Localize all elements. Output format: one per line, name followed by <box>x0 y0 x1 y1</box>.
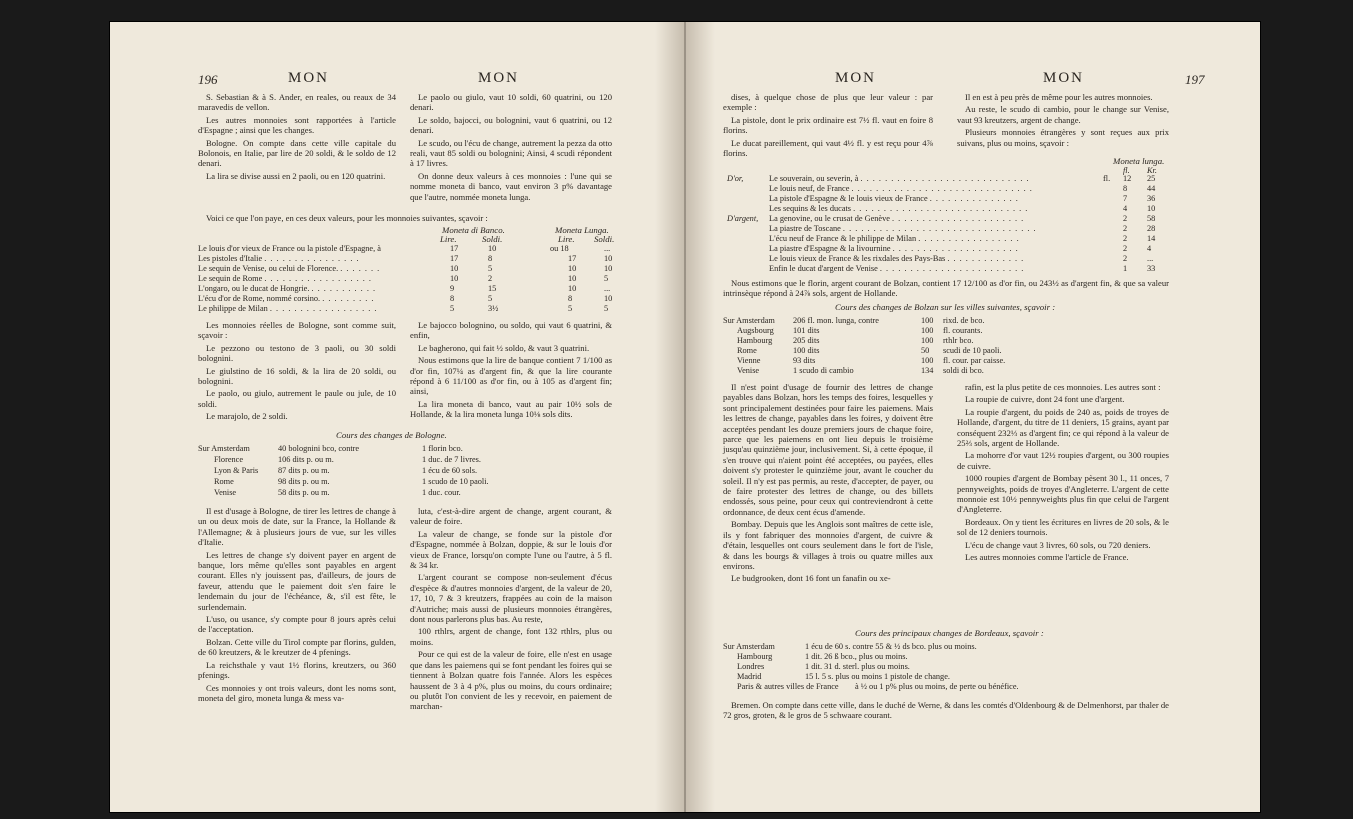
table-cell: 5 <box>450 304 455 313</box>
table-cell: 87 dits p. ou m. <box>278 466 330 475</box>
paragraph: Bremen. On compte dans cette ville, dans le duché de Werne, & dans les comtés d'Oldenbourg & de Delmenhorst, par thaler de 72 gros, groten, & le gros de 5 schwaare courant. <box>723 700 1169 721</box>
paragraph: Le soldo, bajocci, ou bolognini, vaut 6 quatrini, ou 12 denari. <box>410 114 612 136</box>
table-head: Lire. <box>558 234 575 244</box>
table-cell: 8 <box>488 254 493 263</box>
table-cell: Augsbourg <box>737 326 774 335</box>
table-row: Le sequin de Venise, ou celui de Florence. . . . . . . . <box>198 264 381 273</box>
paragraph: Le budgrooken, dont 16 font un fanafin ou xe- <box>731 573 891 584</box>
table-row: L'écu neuf de France & le philippe de Milan . . . . . . . . . . . . . . . . . <box>769 234 1020 243</box>
paragraph: Le pezzono ou testono de 3 paoli, ou 30 soldi bolognini. <box>198 342 396 364</box>
intro-line: Voici ce que l'on paye, en ces deux valeurs, pour les monnoies suivantes, sçavoir : <box>206 213 488 223</box>
table-cell: 1 écu de 60 sols. <box>422 466 478 475</box>
table-cell: 17 <box>450 254 459 263</box>
table-cell: scudi de 10 paoli. <box>943 346 1002 355</box>
table-row: Le louis d'or vieux de France ou la pistole d'Espagne, à <box>198 244 381 253</box>
paragraph: Bombay. Depuis que les Anglois sont maîtres de cette isle, ils y font fabriquer des monnoies d'argent, de cuivre & d'étain, lesquelles ont cours seulement dans le fort de l'isle, & dans les bourgs & villages à trois ou quatre milles aux environs. <box>723 519 933 571</box>
table-head: Kr. <box>1147 166 1157 175</box>
table-cell: 5 <box>568 304 573 313</box>
table-cell: 10 <box>604 294 613 303</box>
paragraph: L'écu de change vaut 3 livres, 60 sols, ou 720 deniers. <box>965 539 1151 550</box>
paragraph: 1000 roupies d'argent de Bombay pèsent 30 l., 11 onces, 7 pennyweights, poids de troyes d'Angleterre. L'argent de cette monnoie est 10½ pennyweights plus fin que celui de l'argent d'Angleterre. <box>957 473 1169 515</box>
page-number: 196 <box>198 72 218 87</box>
table-cell: 206 fl. mon. lunga, contre <box>793 316 879 325</box>
paragraph: La reichsthale y vaut 1½ florins, kreutzers, ou 360 pfenings. <box>198 659 396 681</box>
text-column <box>410 506 612 714</box>
table-cell: soldi di bco. <box>943 366 984 375</box>
table-cell: 28 <box>1147 224 1156 233</box>
paragraph: Les autres monnoies comme l'article de France. <box>965 552 1129 563</box>
table-cell: 1 scudo de 10 paoli. <box>422 477 489 486</box>
table-cell: fl. <box>1103 174 1111 183</box>
text-column <box>198 92 396 183</box>
table-row: Les pistoles d'Italie . . . . . . . . . . . . . . . . <box>198 254 360 263</box>
paragraph: Les lettres de change s'y doivent payer en argent de banque, lors même qu'elles sont payables en argent courant. Elles n'y jouissent pas, d'ailleurs, de jours de faveur, attendu que le paiement doit s'en faire le lendemain du jour de l'échéance, &, s'il est fête, le surlendemain. <box>198 549 396 612</box>
running-header: MON <box>1043 70 1085 86</box>
table-cell: à ½ ou 1 p% plus ou moins, de perte ou bénéfice. <box>855 682 1019 691</box>
paragraph: La lira moneta di banco, vaut au pair 10½ sols de Hollande, & la lira moneta lunga 10⅛ sols dits. <box>410 398 612 420</box>
paragraph: Plusieurs monnoies étrangères y sont reçues aux prix suivans, plus ou moins, sçavoir : <box>957 127 1169 148</box>
right-page <box>715 22 1260 812</box>
table-cell: 25 <box>1147 174 1156 183</box>
paragraph: Nous estimons que le florin, argent courant de Bolzan, contient 17 12/100 as d'or fin, ou 243½ as d'argent fin, & que sa valeur intrinsèque répond à 24⅞ sols, argent de Hollande. <box>723 278 1169 299</box>
paragraph: Le bagherono, qui fait ½ soldo, & vaut 3 quatrini. <box>418 342 590 353</box>
book-gutter <box>655 22 715 812</box>
table-cell: 10 <box>568 264 577 273</box>
paragraph: Les monnoies réelles de Bologne, sont comme suit, sçavoir : <box>198 320 396 341</box>
paragraph: Bologne. On compte dans cette ville capitale du Bolonois, en Italie, par lire de 20 soldi, & le soldo de 12 denari. <box>198 137 396 169</box>
table-cell: 5 <box>604 274 609 283</box>
paragraph: Le paolo ou giulo, vaut 10 soldi, 60 quatrini, ou 120 denari. <box>410 92 612 113</box>
table-cell: 101 dits <box>793 326 820 335</box>
table-cell: 1 <box>1123 264 1128 273</box>
text-column <box>723 92 933 160</box>
table-cell: 10 <box>604 264 613 273</box>
paragraph: Il en est à peu près de même pour les autres monnoies. <box>965 92 1153 102</box>
paragraph: Le ducat pareillement, qui vaut 4½ fl. y est reçu pour 4⅞ florins. <box>723 137 933 159</box>
table-row: La piastre de Toscane . . . . . . . . . . . . . . . . . . . . . . . . . . . . . . . . <box>769 224 1037 233</box>
table-row: La pistole d'Espagne & le louis vieux de France . . . . . . . . . . . . . . . <box>769 194 1019 203</box>
table-cell: Madrid <box>737 672 762 681</box>
text-column <box>723 382 933 586</box>
coin-group-label: D'argent, <box>727 214 759 223</box>
paragraph: L'argent courant se compose non-seulement d'écus d'espèce & d'autres monnoies d'argent, de la valeur de 20, 17, 10, 7 & 3 kreutzers, frappées au coin de la maison d'Autriche; mais aussi de plusieurs monnoies étrangères, dont nous parlerons plus bas. Au reste, <box>410 572 612 625</box>
section-title: Cours des changes de Bolzan sur les villes suivantes, sçavoir : <box>835 302 1056 312</box>
table-cell: 8 <box>568 294 573 303</box>
table-cell: 100 <box>921 316 934 325</box>
table-cell: 58 dits p. ou m. <box>278 488 330 497</box>
paragraph: Ces monnoies y ont trois valeurs, dont les noms sont, moneta del giro, moneta lunga & mess va- <box>198 682 396 703</box>
table-cell: Hambourg <box>737 652 773 661</box>
table-cell: 1 scudo di cambio <box>793 366 854 375</box>
table-cell: Sur Amsterdam <box>198 444 250 453</box>
table-cell: ... <box>604 284 611 293</box>
paragraph: rafin, est la plus petite de ces monnoies. Les autres sont : <box>965 382 1161 392</box>
table-cell: 1 florin bco. <box>422 444 463 453</box>
table-cell: fl. courants. <box>943 326 983 335</box>
table-cell: 4 <box>1147 244 1152 253</box>
table-cell: Lyon & Paris <box>214 466 259 475</box>
book-spread <box>110 22 1260 812</box>
coin-group-label: D'or, <box>727 174 744 183</box>
paragraph: L'uso, ou usance, s'y compte pour 8 jours après celui de l'acceptation. <box>198 614 396 635</box>
paragraph: Le bajocco bolognino, ou soldo, qui vaut 6 quatrini, & enfin, <box>410 320 612 341</box>
table-cell: Hambourg <box>737 336 773 345</box>
paragraph: luta, c'est-à-dire argent de change, argent courant, & valeur de foire. <box>410 506 612 527</box>
table-cell: 2 <box>488 274 493 283</box>
paragraph: Le scudo, ou l'écu de change, autrement la pezza da otto reali, vaut 85 soldi ou bolognini; Ainsi, 4 scudi répondent à 17 livres. <box>410 137 612 169</box>
table-cell: 1 dit. 31 d. sterl. plus ou moins. <box>805 662 910 671</box>
table-cell: 5 <box>488 264 493 273</box>
table-cell: 93 dits <box>793 356 816 365</box>
table-cell: 8 <box>1123 184 1128 193</box>
table-cell: 100 dits <box>793 346 820 355</box>
table-cell: 44 <box>1147 184 1156 193</box>
table-cell: Sur Amsterdam <box>723 316 775 325</box>
table-cell: 10 <box>568 274 577 283</box>
table-cell: 205 dits <box>793 336 820 345</box>
text-column <box>723 278 1169 301</box>
text-column <box>410 92 612 204</box>
table-cell: ... <box>604 244 611 253</box>
paragraph: La pistole, dont le prix ordinaire est 7½ fl. vaut en foire 8 florins. <box>723 114 933 136</box>
table-row: Le louis vieux de France & les rixdales des Pays-Bas . . . . . . . . . . . . . <box>769 254 1025 263</box>
text-column <box>957 382 1169 565</box>
paragraph: Bolzan. Cette ville du Tirol compte par florins, gulden, de 60 kreutzers, & le kreutzer de 4 pfenings. <box>198 636 396 658</box>
table-row: La genovine, ou le crusat de Genève . . . . . . . . . . . . . . . . . . . . . . <box>769 214 1025 223</box>
paragraph: 100 rthlrs, argent de change, font 132 rthlrs, plus ou moins. <box>410 626 612 647</box>
table-row: La piastre d'Espagne & la livournine . . . . . . . . . . . . . . . . . . . . . <box>769 244 1019 253</box>
table-head: Moneta Lunga. <box>555 225 609 235</box>
table-cell: rthlr bco. <box>943 336 974 345</box>
table-head: Moneta di Banco. <box>442 225 505 235</box>
table-row: Les sequins & les ducats . . . . . . . . . . . . . . . . . . . . . . . . . . . . . <box>769 204 1029 213</box>
paragraph: Le giulstino de 16 soldi, & la lira de 20 soldi, ou bolognini. <box>198 365 396 387</box>
table-row: L'ongaro, ou le ducat de Hongrie. . . . . . . . . . . . <box>198 284 377 293</box>
table-cell: ... <box>1147 254 1154 263</box>
paragraph: Nous estimons que la lire de banque contient 7 1/100 as d'or fin, 107¼ as d'argent fin, & que la lire courante répond à 6 11/100 as d'or fin, ou à 105 as d'argent fin; ainsi, <box>410 355 612 397</box>
paragraph: Le paolo, ou giulo, autrement le paule ou jule, de 10 soldi. <box>198 388 396 409</box>
table-cell: 9 <box>450 284 455 293</box>
table-head: Soldi. <box>594 234 615 244</box>
table-cell: Sur Amsterdam <box>723 642 775 651</box>
table-cell: 17 <box>450 244 459 253</box>
table-cell: 98 dits p. ou m. <box>278 477 330 486</box>
paragraph: Le marajolo, de 2 soldi. <box>206 411 288 422</box>
paragraph: La roupie de cuivre, dont 24 font une d'argent. <box>965 394 1125 405</box>
table-cell: Venise <box>737 366 760 375</box>
paragraph: La roupie d'argent, du poids de 240 as, poids de troyes de Hollande, d'argent, du titre de 11 deniers, 15 grains, ayant par conséquent 232⅓ as d'argent fin; ce qui répond à la valeur de 25⅔ sols, argent de Hollande. <box>957 406 1169 449</box>
table-row: Le sequin de Rome . . . . . . . . . . . . . . . . . . <box>198 274 372 283</box>
text-column <box>198 506 396 705</box>
paragraph: dises, à quelque chose de plus que leur valeur : par exemple : <box>723 92 933 113</box>
table-cell: 15 <box>488 284 497 293</box>
table-cell: 2 <box>1123 234 1128 243</box>
table-cell: 33 <box>1147 264 1156 273</box>
table-cell: 10 <box>450 264 459 273</box>
table-cell: ou 18 <box>550 244 569 253</box>
text-column <box>410 320 612 422</box>
table-row: Le louis neuf, de France . . . . . . . . . . . . . . . . . . . . . . . . . . . . . . <box>769 184 1033 193</box>
table-cell: 2 <box>1123 214 1128 223</box>
table-row: Enfin le ducat d'argent de Venise . . . . . . . . . . . . . . . . . . . . . . . . <box>769 264 1025 273</box>
table-row: L'écu d'or de Rome, nommé corsino. . . . . . . . . . <box>198 294 375 303</box>
paragraph: On donne deux valeurs à ces monnoies : l'une qui se nomme moneta di banco, vaut environ 3 p% davantage que l'autre, nommée moneta lunga. <box>410 170 612 202</box>
table-cell: 10 <box>1147 204 1156 213</box>
section-title: Cours des principaux changes de Bordeaux, sçavoir : <box>855 628 1044 638</box>
paragraph: Il est d'usage à Bologne, de tirer les lettres de change à un ou deux mois de date, sur la France, la Hollande & l'Allemagne; & à plusieurs jours de vue, sur les villes d'Italie. <box>198 506 396 548</box>
table-cell: 58 <box>1147 214 1156 223</box>
table-cell: 5 <box>488 294 493 303</box>
paragraph: Pour ce qui est de la valeur de foire, elle n'est en usage que dans les paiemens qui se font pendant les foires qui se tiennent à Bolzan quatre fois l'année. Alors les espèces haussent de 3 à 4 p%, plus ou moins, du cours ordinaire; ou plutôt l'on convient de les y recevoir, en paiement de marchan- <box>410 649 612 712</box>
table-cell: 12 <box>1123 174 1132 183</box>
running-header: MON <box>835 70 877 86</box>
table-cell: 2 <box>1123 244 1128 253</box>
table-cell: rixd. de bco. <box>943 316 985 325</box>
table-cell: 3½ <box>488 304 499 313</box>
table-cell: 7 <box>1123 194 1128 203</box>
table-cell: 1 duc. cour. <box>422 488 461 497</box>
table-cell: 100 <box>921 356 934 365</box>
table-cell: fl. cour. par caisse. <box>943 356 1006 365</box>
table-cell: 5 <box>604 304 609 313</box>
table-row: Le souverain, ou severin, à . . . . . . . . . . . . . . . . . . . . . . . . . . . . <box>769 174 1030 183</box>
table-cell: 10 <box>450 274 459 283</box>
table-cell: 10 <box>488 244 497 253</box>
table-cell: Florence <box>214 455 244 464</box>
table-cell: Londres <box>737 662 765 671</box>
table-cell: 10 <box>604 254 613 263</box>
table-cell: 10 <box>568 284 577 293</box>
paragraph: Bordeaux. On y tient les écritures en livres de 20 sols, & le sol de 12 deniers tournois. <box>957 516 1169 538</box>
table-cell: 100 <box>921 336 934 345</box>
paragraph: Au reste, le scudo di cambio, pour le change sur Venise, vaut 93 kreutzers, argent de change. <box>957 104 1169 125</box>
table-cell: 17 <box>568 254 577 263</box>
table-cell: 14 <box>1147 234 1156 243</box>
paragraph: La lira se divise aussi en 2 paoli, ou en 120 quatrini. <box>206 170 386 181</box>
paragraph: La valeur de change, se fonde sur la pistole d'or d'Espagne, nommée à Bolzan, doppie, & sur le louis d'or vieux de France, lorsqu'on compte l'une ou l'autre, à 5 fl. & 34 kr. <box>410 528 612 571</box>
table-cell: 50 <box>921 346 930 355</box>
table-head: fl. <box>1123 166 1130 175</box>
table-cell: 2 <box>1123 254 1128 263</box>
section-title: Cours des changes de Bologne. <box>336 430 447 440</box>
table-cell: 1 écu de 60 s. contre 55 & ½ ds bco. plus ou moins. <box>805 642 977 651</box>
table-cell: 15 l. 5 s. plus ou moins 1 pistole de change. <box>805 672 950 681</box>
left-page <box>110 22 655 812</box>
text-column <box>957 92 1169 150</box>
table-cell: Rome <box>214 477 234 486</box>
paragraph: Il n'est point d'usage de fournir des lettres de change payables dans Bolzan, hors les temps des foires, lesquelles y sont principalement destinées pour faire les paiemens. Mais les lettres de change, payables dans les foires, y doivent être acceptées pendant les douze premiers jours de chaque foire, parce que les paiemens en ont lieu depuis le troisième jusqu'au quinzième jour, inclusivement. Si, à cette époque, il s'en trouve qui n'aient point été acceptées, ou payées, elles doivent s'y protester le quinzième jour, avant le coucher du soleil. Il n'y est pas permis, au reste, d'accepter, de payer, ou de faire protester des lettres de change, ou des billets endossés, sous peine, pour ceux qui contreviendront à cette ordonnance, de deux cent écus d'amende. <box>723 382 933 517</box>
table-cell: 36 <box>1147 194 1156 203</box>
page-number: 197 <box>1185 72 1205 87</box>
table-cell: Venise <box>214 488 237 497</box>
paragraph: Les autres monnoies sont rapportées à l'article d'Espagne ; ainsi que les changes. <box>198 114 396 136</box>
paragraph: La mohorre d'or vaut 12½ roupies d'argent, ou 300 roupies de cuivre. <box>957 450 1169 471</box>
table-cell: Rome <box>737 346 757 355</box>
table-cell: 4 <box>1123 204 1128 213</box>
table-cell: 1 dit. 26 ß bco., plus ou moins. <box>805 652 908 661</box>
table-row: Le philippe de Milan . . . . . . . . . . . . . . . . . . <box>198 304 378 313</box>
table-cell: Paris & autres villes de France <box>737 682 839 691</box>
table-cell: 106 dits p. ou m. <box>278 455 334 464</box>
table-cell: 134 <box>921 366 934 375</box>
text-column <box>198 320 396 424</box>
table-cell: 8 <box>450 294 455 303</box>
table-head: Lire. <box>440 234 457 244</box>
table-cell: Vienne <box>737 356 761 365</box>
running-header: MON <box>478 70 520 86</box>
table-cell: 100 <box>921 326 934 335</box>
table-head: Soldi. <box>482 234 503 244</box>
table-cell: 1 duc. de 7 livres. <box>422 455 481 464</box>
text-column <box>723 700 1169 723</box>
paragraph: S. Sebastian & à S. Ander, en reales, ou reaux de 34 maravedis de vellon. <box>198 92 396 113</box>
running-header: MON <box>288 70 330 86</box>
table-head: Moneta lunga. <box>1113 156 1165 166</box>
table-cell: 40 bolognini bco, contre <box>278 444 360 453</box>
table-cell: 2 <box>1123 224 1128 233</box>
